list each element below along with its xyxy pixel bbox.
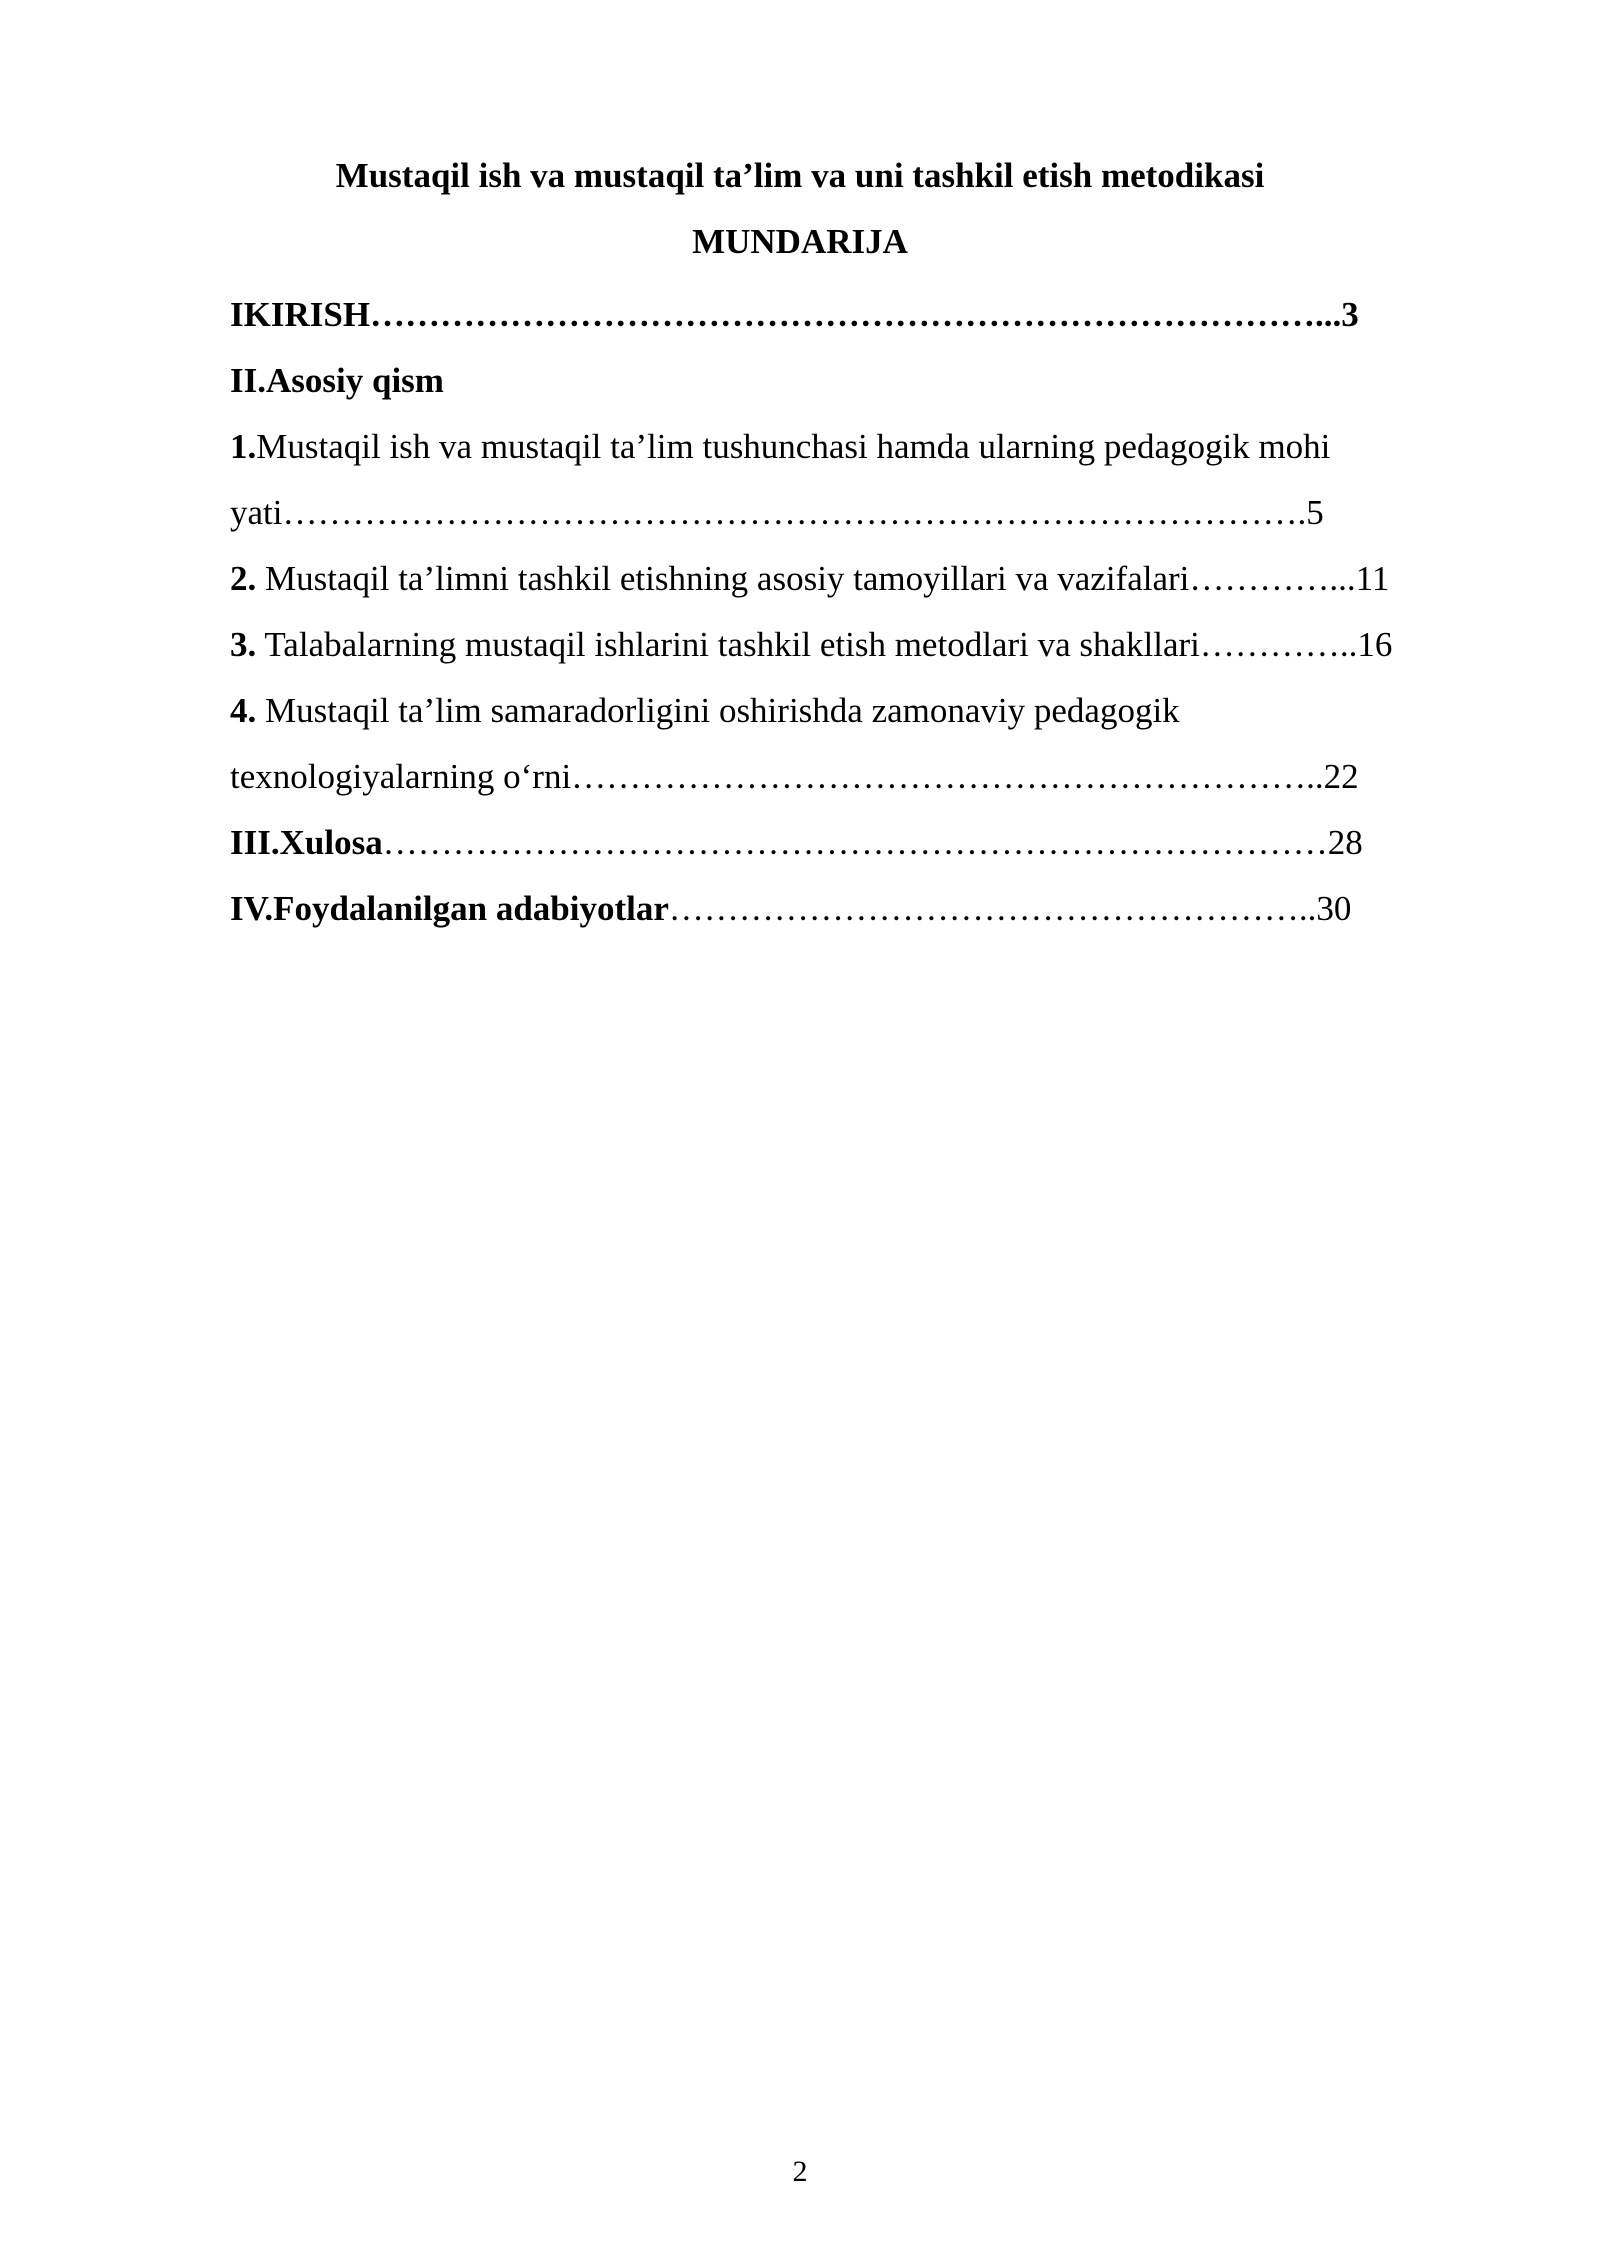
toc-entry-4-number: 4. (230, 691, 257, 730)
toc-entry-2-text: Mustaqil ta’limni tashkil etishning asosiy tamoyillari va vazifalari…………...11 (256, 559, 1390, 598)
toc-entry-2-number: 2. (230, 559, 257, 598)
toc-entry-3-text: Talabalarning mustaqil ishlarini tashkil etish metodlari va shakllari…………..16 (256, 625, 1393, 664)
toc-entry-4 (230, 678, 1495, 744)
toc-entry-1 (230, 414, 1495, 480)
toc-entry-2 (230, 546, 1495, 612)
toc-entry-intro: IKIRISH………………………………………………………………………...3 (230, 295, 1359, 334)
toc-entry-references-label: IV.Foydalanilgan adabiyotlar (230, 889, 669, 928)
toc-entry-conclusion-label: III.Xulosa (230, 823, 383, 862)
toc-entry-conclusion-leader: ………………………………………………………………………28 (382, 823, 1363, 862)
toc-entry-4-continuation: texnologiyalarning o‘rni………………………………………………………..22 (230, 757, 1359, 796)
toc-heading: MUNDARIJA (692, 222, 908, 261)
toc-entry-1-text: Mustaqil ish va mustaqil ta’lim tushunchasi hamda ularning pedagogik mohi (256, 427, 1331, 466)
toc-entry-4-text: Mustaqil ta’lim samaradorligini oshirishda zamonaviy pedagogik (256, 691, 1180, 730)
toc-entry-3 (230, 612, 1495, 678)
toc-entry-references (230, 876, 1495, 942)
page-number: 2 (792, 2155, 808, 2188)
document-title: Mustaqil ish va mustaqil ta’lim va uni tashkil etish metodikasi (335, 156, 1265, 195)
toc-entry-1-number: 1. (230, 427, 257, 466)
toc-entry-1-continuation: yati…………………………………………………………………………….5 (230, 493, 1324, 532)
toc-entry-conclusion (230, 810, 1495, 876)
table-of-contents (230, 282, 1495, 942)
toc-entry-references-leader: ………………………………………………..30 (668, 889, 1352, 928)
toc-entry-3-number: 3. (230, 625, 257, 664)
toc-entry-main-part: II.Asosiy qism (230, 361, 444, 400)
